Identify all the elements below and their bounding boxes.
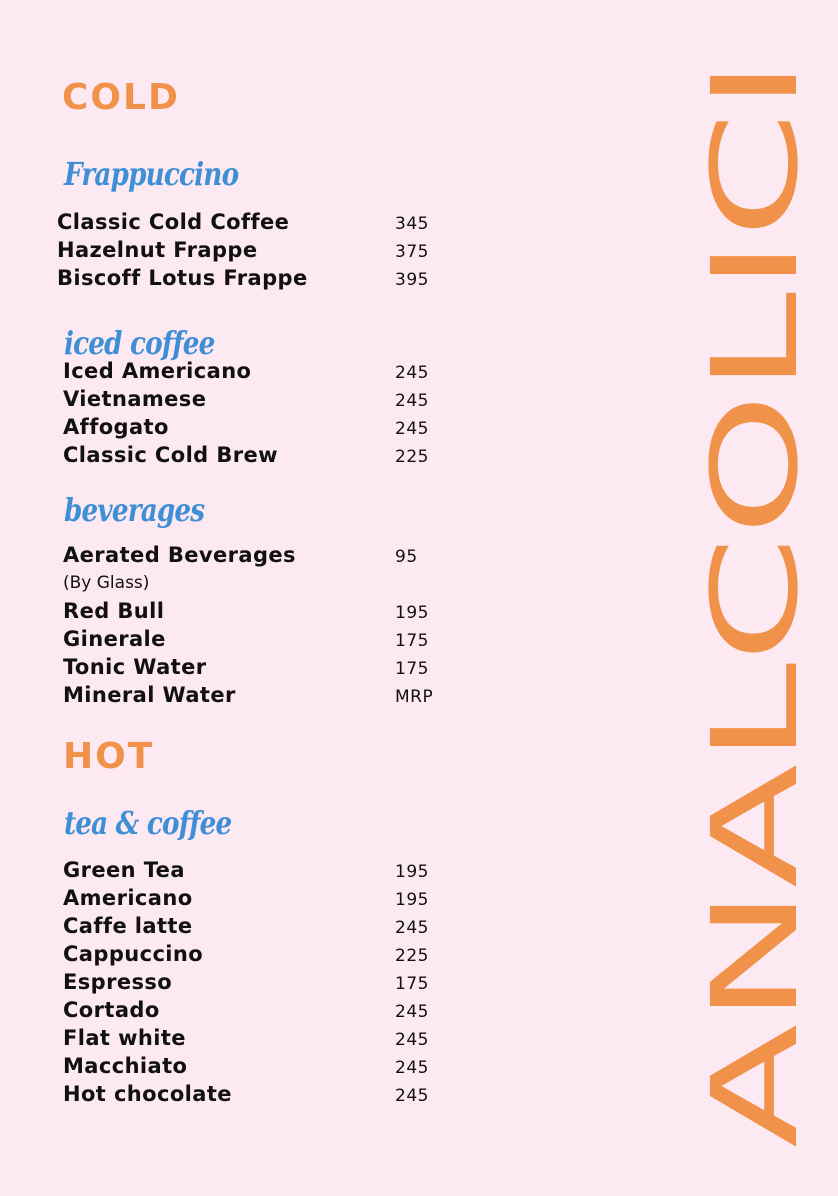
menu-item: [63, 856, 483, 884]
category-title-iced-coffee: iced coffee: [64, 324, 215, 362]
menu-item: [57, 264, 477, 292]
section-title-hot: HOT: [63, 736, 155, 777]
item-price: 245: [395, 1002, 429, 1022]
menu-item: [63, 1052, 483, 1080]
menu-item: [63, 996, 483, 1024]
menu-item: [63, 413, 483, 441]
brand-text: ANALCOLICI: [686, 439, 824, 1148]
item-name: Red Bull: [63, 599, 165, 623]
item-price: 245: [395, 391, 429, 411]
item-price: 245: [395, 1086, 429, 1106]
item-name: Aerated Beverages: [63, 543, 296, 567]
item-name: Iced Americano: [63, 359, 252, 383]
menu-item: [63, 357, 483, 385]
item-price: 395: [395, 270, 429, 290]
item-name: Macchiato: [63, 1054, 188, 1078]
item-name: Hot chocolate: [63, 1082, 232, 1106]
item-price: 225: [395, 946, 429, 966]
menu-item: [63, 1080, 483, 1108]
menu-item: [57, 208, 477, 236]
item-name: Vietnamese: [63, 387, 207, 411]
category-title-frappuccino: Frappuccino: [64, 155, 239, 193]
brand-wordmark: [686, 58, 824, 1148]
item-name: Ginerale: [63, 627, 166, 651]
item-price: 195: [395, 603, 429, 623]
item-price: 245: [395, 918, 429, 938]
menu-item: [63, 625, 483, 653]
item-name: Cortado: [63, 998, 160, 1022]
item-name: Tonic Water: [63, 655, 207, 679]
menu-item: [63, 940, 483, 968]
menu-item: [63, 968, 483, 996]
item-name: Cappuccino: [63, 942, 204, 966]
menu-item: [63, 884, 483, 912]
item-price: 195: [395, 890, 429, 910]
item-price: 245: [395, 1058, 429, 1078]
item-price: 175: [395, 974, 429, 994]
item-name: Classic Cold Coffee: [57, 210, 290, 234]
item-price: 195: [395, 862, 429, 882]
menu-item: [63, 441, 483, 469]
item-name: Mineral Water: [63, 683, 236, 707]
menu-item: [63, 912, 483, 940]
section-title-cold: COLD: [62, 77, 180, 118]
item-price: 345: [395, 214, 429, 234]
menu-item: [63, 1024, 483, 1052]
brand-wordmark-svg: [686, 58, 824, 1148]
menu-item: [63, 653, 483, 681]
item-price: 175: [395, 631, 429, 651]
item-price: 225: [395, 447, 429, 467]
item-price: 245: [395, 419, 429, 439]
item-name: Caffe latte: [63, 914, 193, 938]
item-name: Americano: [63, 886, 193, 910]
menu-item: [63, 681, 483, 709]
item-note: (By Glass): [63, 573, 150, 593]
item-name: Green Tea: [63, 858, 185, 882]
item-price: 375: [395, 242, 429, 262]
item-price: MRP: [395, 687, 434, 707]
menu-item: [57, 236, 477, 264]
item-name: Affogato: [63, 415, 169, 439]
item-price: 245: [395, 363, 429, 383]
item-name: Classic Cold Brew: [63, 443, 278, 467]
menu-item: [63, 597, 483, 625]
category-title-beverages: beverages: [64, 491, 205, 529]
item-price: 175: [395, 659, 429, 679]
menu-item: [63, 541, 483, 569]
menu-item: [63, 385, 483, 413]
category-title-tea-coffee: tea & coffee: [64, 804, 232, 842]
item-price: 95: [395, 547, 418, 567]
item-name: Hazelnut Frappe: [57, 238, 258, 262]
item-name: Flat white: [63, 1026, 186, 1050]
item-name: Espresso: [63, 970, 173, 994]
item-name: Biscoff Lotus Frappe: [57, 266, 308, 290]
item-price: 245: [395, 1030, 429, 1050]
